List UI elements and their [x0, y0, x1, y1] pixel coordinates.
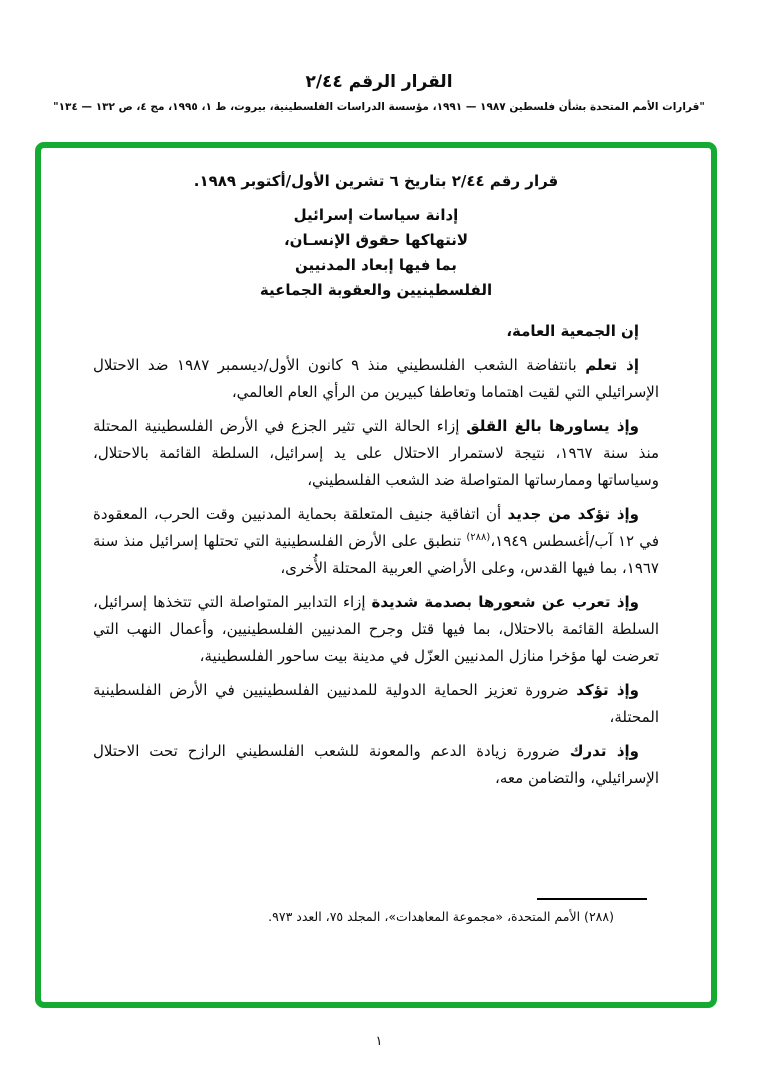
subtitle-line: الفلسطينيين والعقوبة الجماعية — [259, 281, 493, 299]
paragraph-lead: وإذ تعرب عن شعورها بصدمة شديدة — [371, 593, 639, 611]
document-header — [0, 72, 758, 113]
paragraph — [93, 501, 659, 582]
paragraph-text: أن اتفاقية جنيف المتعلقة بحماية المدنيين وقت الحرب، المعقودة في ١٢ آب/أغسطس ١٩٤٩، — [93, 505, 659, 550]
paragraph — [93, 413, 659, 494]
resolution-border-box — [35, 142, 717, 1008]
footnote-reference: (٢٨٨) — [466, 532, 491, 543]
paragraph — [93, 589, 659, 670]
paragraph-text: تنطبق على الأرض الفلسطينية التي تحتلها إسرائيل منذ سنة ١٩٦٧، بما فيها القدس، وعلى الأراضي العربية المحتلة الأُخرى، — [93, 532, 659, 577]
paragraph-preamble — [93, 318, 659, 345]
resolution-body — [93, 172, 659, 792]
paragraph-lead: إذ تعلم — [585, 356, 639, 374]
paragraph-lead: وإذ يساورها بالغ القلق — [466, 417, 639, 435]
paragraph-lead: وإذ تؤكد — [576, 681, 640, 699]
paragraph-text: ضرورة تعزيز الحماية الدولية للمدنيين الفلسطينيين في الأرض الفلسطينية المحتلة، — [93, 681, 659, 726]
document-title: القرار الرقم ٢/٤٤ — [305, 72, 453, 92]
paragraph — [93, 352, 659, 406]
paragraph — [93, 738, 659, 792]
resolution-subtitle — [93, 203, 659, 303]
resolution-title: قرار رقم ٢/٤٤ بتاريخ ٦ تشرين الأول/أكتوبر ١٩٨٩. — [193, 172, 559, 190]
paragraph — [93, 677, 659, 731]
subtitle-line: إدانة سياسات إسرائيل — [293, 206, 459, 224]
page-number: ١ — [375, 1034, 383, 1049]
footnote-text: (٢٨٨) الأمم المتحدة، «مجموعة المعاهدات»، المجلد ٧٥، العدد ٩٧٣. — [268, 909, 614, 924]
paragraph-text: إزاء الحالة التي تثير الجزع في الأرض الفلسطينية المحتلة منذ سنة ١٩٦٧، نتيجة لاستمرار الاحتلال على يد إسرائيل، السلطة القائمة بالاحتلال، وسياساتها وممارساتها المتواصلة ضد الشعب الفلسطيني، — [93, 417, 660, 489]
paragraph-lead: وإذ تؤكد من جديد — [507, 505, 640, 523]
paragraph-text: بانتفاضة الشعب الفلسطيني منذ ٩ كانون الأول/ديسمبر ١٩٨٧ ضد الاحتلال الإسرائيلي التي لقيت اهتماما وتعاطفا كبيرين من الرأي العام العالمي، — [93, 356, 659, 401]
document-source-citation: "قرارات الأمم المتحدة بشأن فلسطين ١٩٨٧ — ١٩٩١، مؤسسة الدراسات الفلسطينية، بيروت، ط ١، ١٩٩٥، مج ٤، ص ١٣٢ — ١٣٤" — [53, 101, 705, 113]
paragraph-lead: إن الجمعية العامة، — [506, 322, 639, 340]
paragraph-lead: وإذ تدرك — [569, 742, 639, 760]
paragraph-text: إزاء التدابير المتواصلة التي تتخذها إسرائيل، السلطة القائمة بالاحتلال، بما فيها قتل وجرح المدنيين الفلسطينيين، وأعمال النهب التي تعرضت لها مؤخرا منازل المدنيين العزّل في مدينة بيت ساحور الفلسطينية، — [93, 593, 659, 665]
subtitle-line: بما فيها إبعاد المدنيين — [295, 256, 457, 274]
paragraph-text: ضرورة زيادة الدعم والمعونة للشعب الفلسطيني الرازح تحت الاحتلال الإسرائيلي، والتضامن معه، — [93, 742, 659, 787]
footnote-separator-rule — [537, 898, 647, 900]
subtitle-line: لانتهاكها حقوق الإنسـان، — [283, 231, 469, 249]
